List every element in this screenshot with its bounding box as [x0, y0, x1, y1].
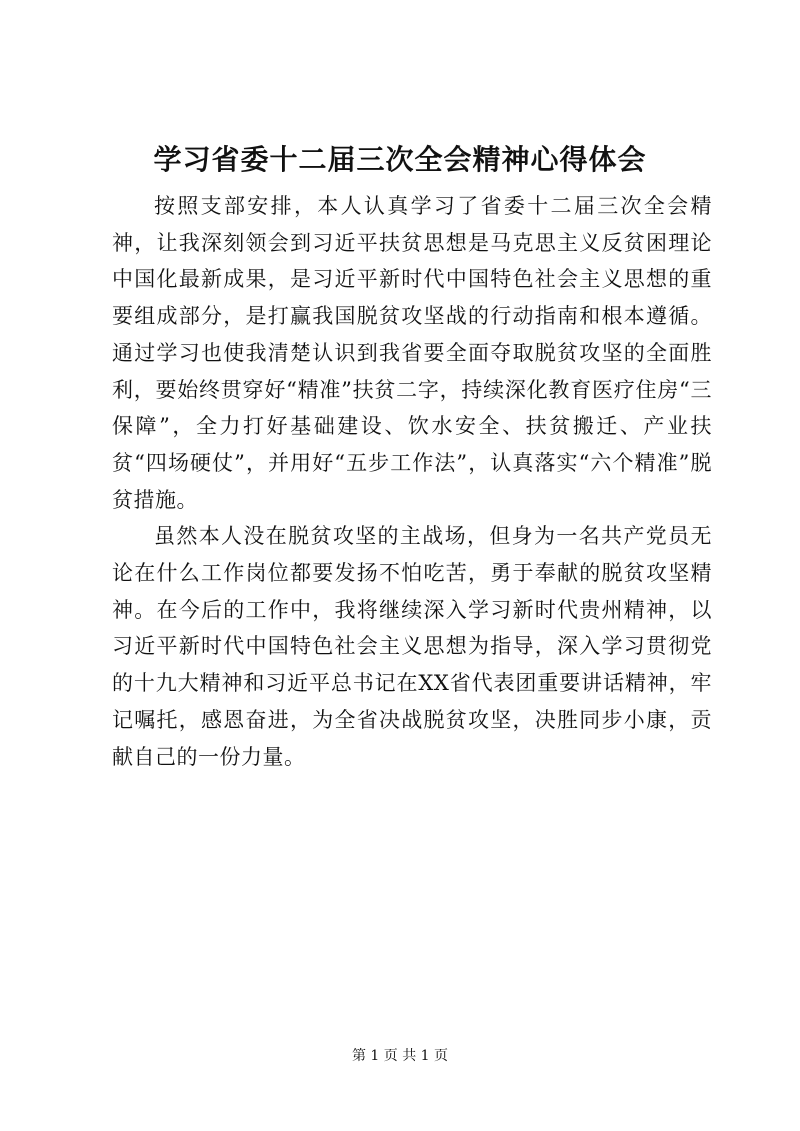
page-number-footer: 第 1 页 共 1 页 — [351, 1048, 449, 1064]
document-title: 学习省委十二届三次全会精神心得体会 — [153, 143, 647, 176]
paragraph-2: 虽然本人没在脱贫攻坚的主战场，但身为一名共产党员无论在什么工作岗位都要发扬不怕吃苦，勇于奉献的脱贫攻坚精神。在今后的工作中，我将继续深入学习新时代贵州精神，以习近平新时代中国特色社会主义思想为指导，深入学习贯彻党的十九大精神和习近平总书记在XX省代表团重要讲话精神，牢记嘱托，感恩奋进，为全省决战脱贫攻坚，决胜同步小康，贡献自己的一份力量。 — [112, 524, 712, 769]
document-body — [112, 188, 712, 775]
paragraph-1: 按照支部安排，本人认真学习了省委十二届三次全会精神，让我深刻领会到习近平扶贫思想是马克思主义反贫困理论中国化最新成果，是习近平新时代中国特色社会主义思想的重要组成部分，是打赢我国脱贫攻坚战的行动指南和根本遵循。通过学习也使我清楚认识到我省要全面夺取脱贫攻坚的全面胜利，要始终贯穿好“精准”扶贫二字，持续深化教育医疗住房“三保障”，全力打好基础建设、饮水安全、扶贫搬迁、产业扶贫“四场硬仗”，并用好“五步工作法”，认真落实“六个精准”脱贫措施。 — [112, 194, 712, 512]
